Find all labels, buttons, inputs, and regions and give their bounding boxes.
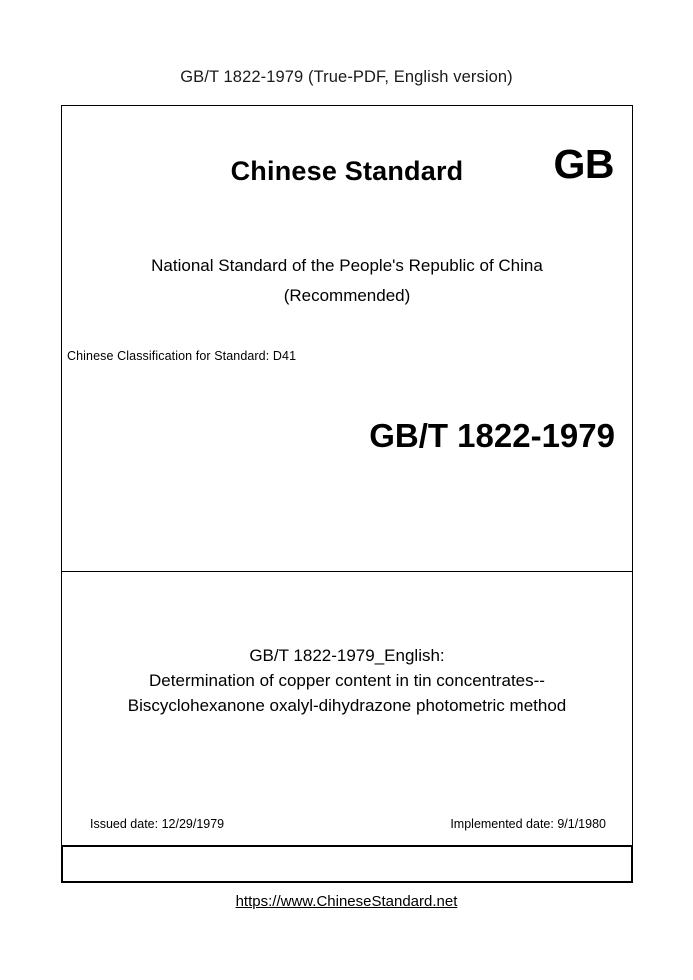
cover-frame: [61, 105, 633, 883]
implemented-date: Implemented date: 9/1/1980: [450, 817, 606, 831]
cover-lower-section: [62, 572, 632, 882]
cover-subtitle-line2: (Recommended): [283, 286, 411, 305]
footer-website-link[interactable]: https://www.ChineseStandard.net: [235, 893, 458, 910]
cover-subtitle-line1: National Standard of the People's Republic of China: [151, 256, 543, 275]
english-title-block: [62, 643, 632, 718]
cover-title: Chinese Standard: [230, 156, 464, 186]
english-title-line3: Biscyclohexanone oxalyl-dihydrazone photometric method: [127, 696, 567, 715]
bottom-bar: [61, 845, 633, 883]
gb-badge: GB: [553, 141, 614, 187]
issued-date: Issued date: 12/29/1979: [90, 817, 225, 831]
standard-number: GB/T 1822-1979: [369, 417, 615, 454]
english-title-line1: GB/T 1822-1979_English:: [249, 646, 445, 665]
english-title-line2: Determination of copper content in tin concentrates--: [149, 671, 545, 690]
page-header-caption: GB/T 1822-1979 (True-PDF, English version): [180, 68, 513, 86]
classification-text: Chinese Classification for Standard: D41: [67, 349, 297, 363]
cover-upper-section: [62, 106, 632, 572]
